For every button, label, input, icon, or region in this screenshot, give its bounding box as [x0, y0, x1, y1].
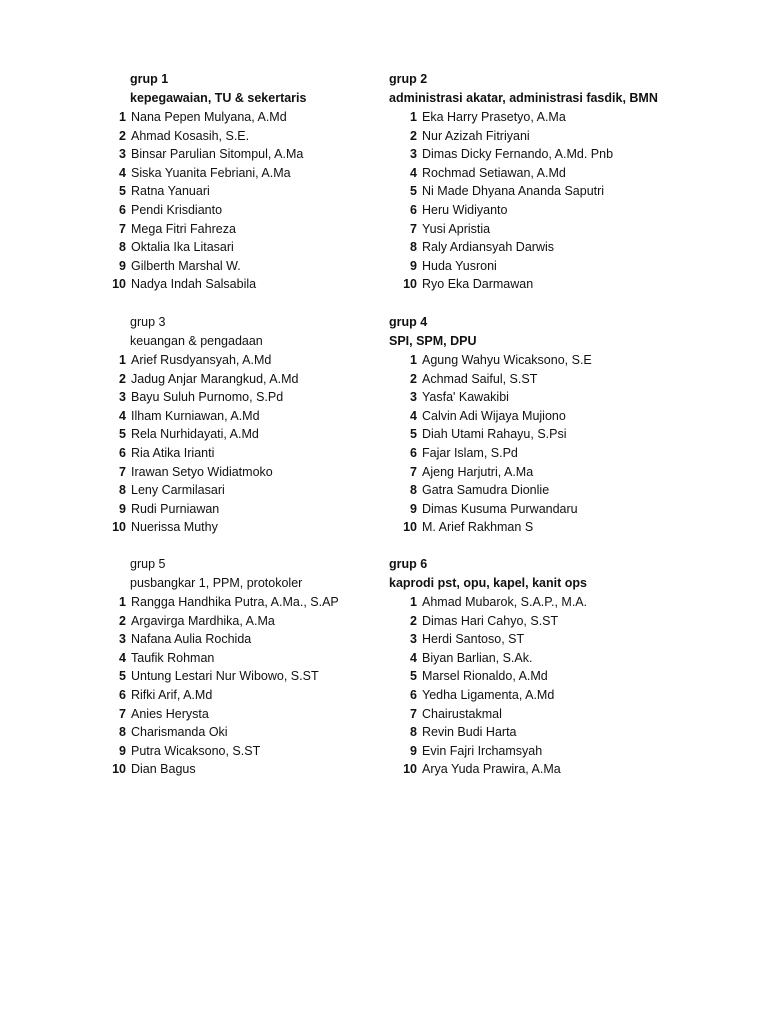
member-number: 8: [410, 725, 417, 740]
member-number: 8: [119, 483, 126, 498]
member-number: 1: [410, 110, 417, 124]
group-title: grup 6: [389, 557, 428, 571]
member-name: Fajar Islam, S.Pd: [422, 446, 518, 460]
member-name: Nafana Aulia Rochida: [131, 632, 252, 647]
member-name: Argavirga Mardhika, A.Ma: [131, 613, 275, 628]
member-name: Anies Herysta: [131, 706, 209, 721]
member-name: Binsar Parulian Sitompul, A.Ma: [131, 147, 304, 162]
member-name: Raly Ardiansyah Darwis: [422, 240, 554, 255]
member-number: 10: [403, 277, 417, 292]
member-name: Taufik Rohman: [131, 650, 215, 665]
member-number: 3: [410, 390, 417, 405]
member-name: Putra Wicaksono, S.ST: [131, 743, 261, 758]
member-name: Agung Wahyu Wicaksono, S.E: [422, 353, 592, 367]
member-name: Herdi Santoso, ST: [422, 632, 525, 647]
member-number: 7: [119, 221, 126, 236]
member-name: Yasfa' Kawakibi: [422, 390, 509, 405]
member-name: Jadug Anjar Marangkud, A.Md: [131, 371, 299, 386]
member-name: Eka Harry Prasetyo, A.Ma: [422, 110, 566, 124]
member-name: Evin Fajri Irchamsyah: [422, 743, 543, 758]
member-name: Charismanda Oki: [131, 725, 228, 740]
group-title: grup 3: [130, 315, 166, 329]
member-number: 4: [410, 408, 417, 423]
member-number: 2: [410, 613, 417, 628]
member-number: 6: [119, 203, 126, 217]
member-number: 6: [119, 688, 126, 702]
member-name: Arya Yuda Prawira, A.Ma: [422, 762, 561, 777]
member-number: 9: [119, 258, 126, 273]
member-name: Mega Fitri Fahreza: [131, 221, 236, 236]
member-name: Ryo Eka Darmawan: [422, 277, 534, 292]
member-name: Gilberth Marshal W.: [131, 258, 241, 273]
member-number: 5: [410, 669, 417, 684]
member-number: 5: [119, 427, 126, 442]
member-name: Dian Bagus: [131, 762, 196, 777]
member-number: 1: [410, 595, 417, 609]
member-number: 10: [403, 762, 417, 777]
member-number: 8: [410, 240, 417, 255]
member-number: 10: [112, 277, 126, 292]
member-number: 8: [119, 240, 126, 255]
member-name: Ria Atika Irianti: [131, 446, 215, 460]
member-name: Pendi Krisdianto: [131, 203, 223, 217]
member-number: 5: [119, 669, 126, 684]
member-number: 1: [119, 353, 126, 367]
member-name: Untung Lestari Nur Wibowo, S.ST: [131, 669, 319, 684]
member-name: Dimas Kusuma Purwandaru: [422, 501, 578, 516]
member-number: 4: [119, 165, 126, 180]
group-title: grup 4: [389, 315, 428, 329]
member-name: Ajeng Harjutri, A.Ma: [422, 464, 534, 479]
group-subtitle: kepegawaian, TU & sekertaris: [130, 91, 307, 105]
member-name: Leny Carmilasari: [131, 483, 225, 498]
member-number: 3: [410, 147, 417, 162]
member-name: M. Arief Rakhman S: [422, 520, 534, 535]
member-number: 1: [410, 353, 417, 367]
member-number: 6: [410, 203, 417, 217]
member-name: Dimas Hari Cahyo, S.ST: [422, 613, 559, 628]
member-name: Ahmad Mubarok, S.A.P., M.A.: [422, 595, 588, 609]
member-number: 5: [410, 427, 417, 442]
member-name: Gatra Samudra Dionlie: [422, 483, 550, 498]
member-number: 8: [410, 483, 417, 498]
member-number: 2: [410, 128, 417, 143]
member-number: 7: [119, 706, 126, 721]
member-name: Nur Azizah Fitriyani: [422, 128, 530, 143]
member-name: Nuerissa Muthy: [131, 520, 218, 535]
member-name: Calvin Adi Wijaya Mujiono: [422, 408, 566, 423]
member-number: 2: [119, 371, 126, 386]
member-name: Rudi Purniawan: [131, 501, 220, 516]
member-number: 10: [403, 520, 417, 535]
member-number: 9: [410, 501, 417, 516]
member-name: Nana Pepen Mulyana, A.Md: [131, 110, 287, 124]
group-title: grup 1: [130, 72, 169, 86]
member-name: Huda Yusroni: [422, 258, 497, 273]
member-number: 1: [119, 595, 126, 609]
member-number: 10: [112, 762, 126, 777]
member-number: 2: [119, 613, 126, 628]
member-number: 3: [410, 632, 417, 647]
member-number: 3: [119, 632, 126, 647]
member-name: Heru Widiyanto: [422, 203, 508, 217]
member-number: 4: [119, 650, 126, 665]
member-number: 6: [410, 688, 417, 702]
member-number: 3: [119, 147, 126, 162]
member-name: Nadya Indah Salsabila: [131, 277, 257, 292]
member-name: Marsel Rionaldo, A.Md: [422, 669, 548, 684]
group-subtitle: keuangan & pengadaan: [130, 334, 263, 348]
member-number: 4: [410, 650, 417, 665]
member-number: 7: [410, 706, 417, 721]
member-name: Ahmad Kosasih, S.E.: [131, 128, 250, 143]
member-number: 2: [410, 371, 417, 386]
member-number: 5: [410, 184, 417, 199]
member-name: Chairustakmal: [422, 706, 502, 721]
member-name: Rochmad Setiawan, A.Md: [422, 165, 566, 180]
member-name: Ratna Yanuari: [131, 184, 210, 199]
group-subtitle: administrasi akatar, administrasi fasdik, BMN: [389, 91, 658, 105]
group-subtitle: SPI, SPM, DPU: [389, 334, 477, 348]
group-title: grup 5: [130, 557, 166, 571]
member-number: 3: [119, 390, 126, 405]
group-subtitle: pusbangkar 1, PPM, protokoler: [130, 576, 303, 590]
member-name: Irawan Setyo Widiatmoko: [131, 464, 273, 479]
member-name: Achmad Saiful, S.ST: [422, 371, 538, 386]
member-number: 1: [119, 110, 126, 124]
member-number: 9: [119, 501, 126, 516]
member-number: 6: [119, 446, 126, 460]
member-name: Ilham Kurniawan, A.Md: [131, 408, 260, 423]
member-name: Ni Made Dhyana Ananda Saputri: [422, 184, 605, 199]
member-number: 9: [410, 743, 417, 758]
member-name: Yusi Apristia: [422, 221, 491, 236]
member-name: Bayu Suluh Purnomo, S.Pd: [131, 390, 284, 405]
member-number: 9: [410, 258, 417, 273]
group-subtitle: kaprodi pst, opu, kapel, kanit ops: [389, 576, 587, 590]
member-name: Dimas Dicky Fernando, A.Md. Pnb: [422, 147, 614, 162]
member-number: 2: [119, 128, 126, 143]
member-name: Rela Nurhidayati, A.Md: [131, 427, 259, 442]
member-name: Oktalia Ika Litasari: [131, 240, 234, 255]
member-number: 8: [119, 725, 126, 740]
member-name: Siska Yuanita Febriani, A.Ma: [131, 165, 291, 180]
member-number: 7: [410, 464, 417, 479]
member-number: 7: [410, 221, 417, 236]
member-name: Rangga Handhika Putra, A.Ma., S.AP: [131, 595, 339, 609]
member-name: Yedha Ligamenta, A.Md: [422, 688, 555, 702]
member-number: 5: [119, 184, 126, 199]
member-name: Revin Budi Harta: [422, 725, 517, 740]
member-name: Rifki Arif, A.Md: [131, 688, 213, 702]
member-number: 10: [112, 520, 126, 535]
member-name: Arief Rusdyansyah, A.Md: [131, 353, 272, 367]
member-name: Diah Utami Rahayu, S.Psi: [422, 427, 567, 442]
group-title: grup 2: [389, 72, 428, 86]
member-number: 9: [119, 743, 126, 758]
member-number: 6: [410, 446, 417, 460]
member-name: Biyan Barlian, S.Ak.: [422, 650, 533, 665]
member-number: 4: [119, 408, 126, 423]
member-number: 7: [119, 464, 126, 479]
member-number: 4: [410, 165, 417, 180]
